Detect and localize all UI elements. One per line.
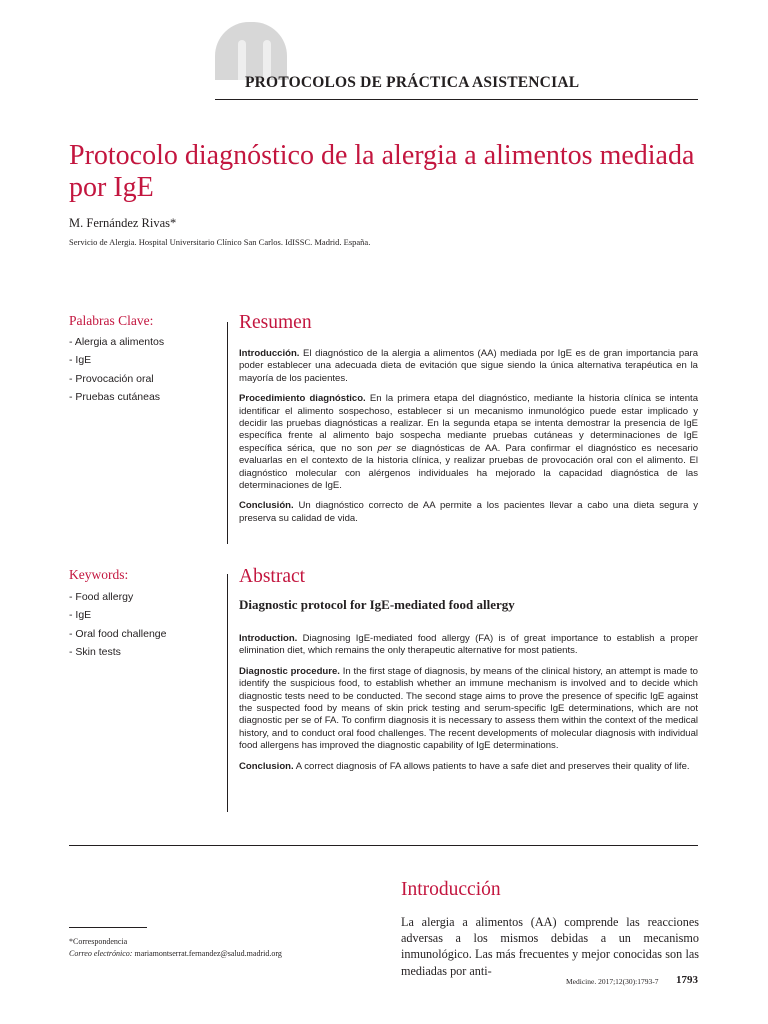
keyword-item: - Pruebas cutáneas xyxy=(69,390,161,403)
header-divider xyxy=(215,99,698,100)
resumen-procedure-italic: per se xyxy=(377,442,407,454)
introduccion-text: La alergia a alimentos (AA) comprende las reacciones adversas a los mismos debidas a un mecanismo inmunológico. Las más frecuentes y mejor conocidas son las mediadas por anti- xyxy=(401,915,699,978)
keyword-item: - Alergia a alimentos xyxy=(69,336,165,348)
abstract-conclusion-paragraph xyxy=(239,761,698,773)
keyword-item: - IgE xyxy=(69,609,92,622)
footnote-divider xyxy=(69,927,147,928)
resumen-conclusion-paragraph xyxy=(239,500,698,525)
keyword-item: - Oral food challenge xyxy=(69,627,167,640)
abstract-procedure-paragraph xyxy=(239,666,698,753)
keyword-item: - Provocación oral xyxy=(69,372,154,385)
footer-citation: Medicine. 2017;12(30):1793-7 xyxy=(566,977,659,986)
resumen-heading: Resumen xyxy=(239,312,312,333)
introduccion-heading: Introducción xyxy=(401,879,501,900)
keyword-item: - IgE xyxy=(69,354,92,367)
keywords-en-list xyxy=(69,588,166,661)
page-number: 1793 xyxy=(676,974,698,986)
resumen-column-divider xyxy=(227,322,228,544)
keywords-es-heading: Palabras Clave: xyxy=(69,313,154,328)
abstract-intro-label: Introduction. xyxy=(239,633,298,644)
resumen-intro-label: Introducción. xyxy=(239,348,300,359)
resumen-conclusion-label: Conclusión. xyxy=(239,500,294,512)
journal-m-logo-icon xyxy=(215,22,287,80)
abstract-column-divider xyxy=(227,574,228,812)
article-affiliation: Servicio de Alergia. Hospital Universitario Clínico San Carlos. IdISSC. Madrid. España. xyxy=(69,237,371,247)
resumen-intro-paragraph xyxy=(239,348,698,385)
abstract-subtitle: Diagnostic protocol for IgE-mediated food allergy xyxy=(239,597,515,612)
section-header-title: PROTOCOLOS DE PRÁCTICA ASISTENCIAL xyxy=(245,74,580,91)
resumen-procedure-text: En la primera etapa del diagnóstico, mediante la historia clínica se intenta identificar el alimento sospechoso, establecer si un mecanismo inmunológico puede estar implicado y decidir las pruebas diagnósticas a realizar. En la segunda etapa se intenta demostrar la presencia de IgE específica frente al alimento bajo sospecha mediante pruebas cutáneas y determinaciones de IgE específica sérica, que no son xyxy=(239,393,699,454)
resumen-body xyxy=(239,348,698,533)
abstract-conclusion-label: Conclusion. xyxy=(239,760,294,772)
resumen-intro-text: El diagnóstico de la alergia a alimentos (AA) mediada por IgE es de gran importancia para poder establecer una adecuada dieta de evitación que sigue siendo la única alternativa terapéutica en la mayoría de los pacientes. xyxy=(239,348,699,384)
resumen-conclusion-text: Un diagnóstico correcto de AA permite a los pacientes llevar a cabo una dieta segura y preserva su calidad de vida. xyxy=(239,500,698,524)
abstract-procedure-label: Diagnostic procedure. xyxy=(239,665,340,677)
footnote-email-label: Correo electrónico: xyxy=(69,949,133,958)
abstract-heading: Abstract xyxy=(239,566,306,587)
abstract-procedure-text: In the first stage of diagnosis, by means of the clinical history, an attempt is made to identify the suspicious food, to establish whether an immune mechanism is involved and to decide which diagnostic tests need to be conducted. The second stage aims to prove the presence of specific IgE against the suspected food by means of skin prick testing and serum-specific IgE determinations, which are not diagnostic per se of FA. To confirm diagnosis it is necessary to assess them within the context of the medical history, and to conduct oral food challenges. The recent developments of molecular diagnosis with individual food allergens has improved the diagnostic capability of IgE determinations. xyxy=(239,665,698,752)
resumen-procedure-text-cont: diagnósticas de AA. Para confirmar el diagnóstico es necesario evaluarlas en el contexto de la historia clínica, y realizar pruebas de provocación oral con el alimento. El diagnóstico molecular con alérgenos individuales ha mejorado la capacidad diagnóstica de las determinaciones de IgE. xyxy=(239,442,699,492)
abstract-intro-text: Diagnosing IgE-mediated food allergy (FA) is of great importance to establish a proper elimination diet, which remains the only therapeutic alternative for most patients. xyxy=(239,633,698,657)
footnote-email-line xyxy=(69,949,282,958)
keywords-en-heading: Keywords: xyxy=(69,567,129,582)
section-divider xyxy=(69,845,698,846)
footnote-email[interactable]: mariamontserrat.fernandez@salud.madrid.org xyxy=(134,949,282,958)
article-author: M. Fernández Rivas* xyxy=(69,216,177,230)
article-title: Protocolo diagnóstico de la alergia a alimentos mediada por IgE xyxy=(69,140,695,203)
footnote-correspondence: *Correspondencia xyxy=(69,937,128,946)
abstract-body xyxy=(239,633,698,781)
abstract-conclusion-text: A correct diagnosis of FA allows patients to have a safe diet and preserves their quality of life. xyxy=(295,760,690,772)
keyword-item: - Food allergy xyxy=(69,591,134,603)
keywords-es-list xyxy=(69,333,164,406)
resumen-procedure-paragraph xyxy=(239,393,698,492)
abstract-intro-paragraph xyxy=(239,633,698,658)
resumen-procedure-label: Procedimiento diagnóstico. xyxy=(239,393,366,405)
keyword-item: - Skin tests xyxy=(69,645,121,658)
